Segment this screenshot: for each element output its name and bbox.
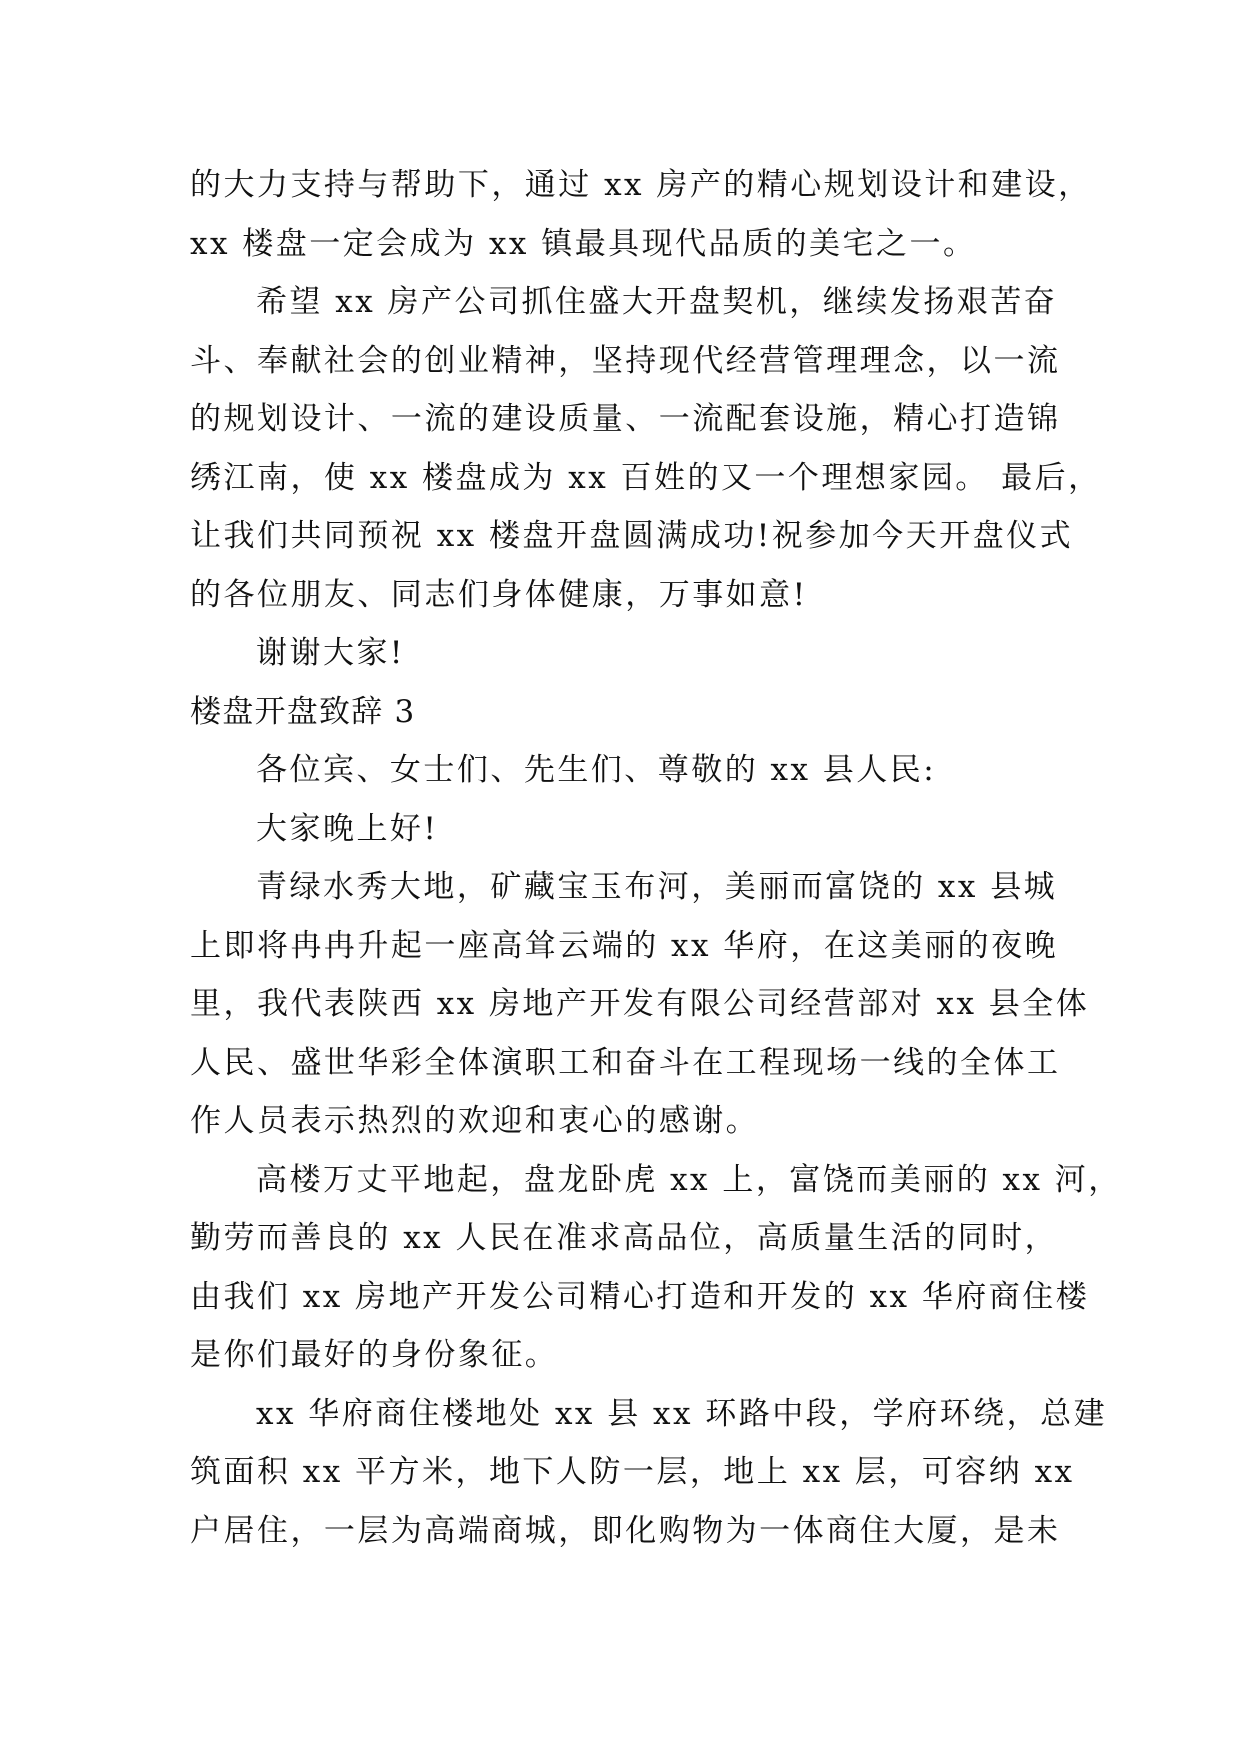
text-line: 希望 xx 房产公司抓住盛大开盘契机，继续发扬艰苦奋 <box>256 284 1058 320</box>
text-line: 人民、盛世华彩全体演职工和奋斗在工程现场一线的全体工 <box>190 1044 1061 1081</box>
text-line: 谢谢大家! <box>256 635 405 671</box>
text-line: 筑面积 xx 平方米，地下人防一层，地上 xx 层，可容纳 xx <box>190 1454 1075 1490</box>
text-line: 的各位朋友、同志们身体健康，万事如意! <box>190 576 808 613</box>
document-body <box>190 156 1122 1560</box>
text-line: 作人员表示热烈的欢迎和衷心的感谢。 <box>190 1103 760 1139</box>
text-line: xx 华府商住楼地处 xx 县 xx 环路中段，学府环绕，总建 <box>256 1395 1108 1432</box>
text-line: 的大力支持与帮助下，通过 xx 房产的精心规划设计和建设， <box>190 167 1092 203</box>
text-line: 青绿水秀大地，矿藏宝玉布河，美丽而富饶的 xx 县城 <box>256 869 1058 905</box>
text-line: 大家晚上好! <box>256 810 439 847</box>
text-line: 斗、奉献社会的创业精神，坚持现代经营管理理念，以一流 <box>190 342 1061 379</box>
text-line: 上即将冉冉升起一座高耸云端的 xx 华府，在这美丽的夜晚 <box>190 927 1059 964</box>
text-line: xx 楼盘一定会成为 xx 镇最具现代品质的美宅之一。 <box>190 225 977 262</box>
text-line: 是你们最好的身份象征。 <box>190 1337 559 1373</box>
text-line: 绣江南，使 xx 楼盘成为 xx 百姓的又一个理想家园。 最后， <box>190 459 1102 496</box>
text-line: 户居住，一层为高端商城，即化购物为一体商住大厦，是未 <box>190 1512 1061 1549</box>
text-line: 里，我代表陕西 xx 房地产开发有限公司经营部对 xx 县全体 <box>190 986 1090 1022</box>
text-line: 由我们 xx 房地产开发公司精心打造和开发的 xx 华府商住楼 <box>190 1278 1090 1315</box>
section-heading: 楼盘开盘致辞 3 <box>190 693 416 730</box>
text-line: 各位宾、女士们、先生们、尊敬的 xx 县人民: <box>256 752 937 788</box>
text-line: 的规划设计、一流的建设质量、一流配套设施，精心打造锦 <box>190 401 1061 437</box>
text-line: 让我们共同预祝 xx 楼盘开盘圆满成功!祝参加今天开盘仪式 <box>190 518 1074 554</box>
text-line: 高楼万丈平地起，盘龙卧虎 xx 上，富饶而美丽的 xx 河， <box>256 1161 1122 1198</box>
text-line: 勤劳而善良的 xx 人民在准求高品位，高质量生活的同时， <box>190 1220 1059 1256</box>
